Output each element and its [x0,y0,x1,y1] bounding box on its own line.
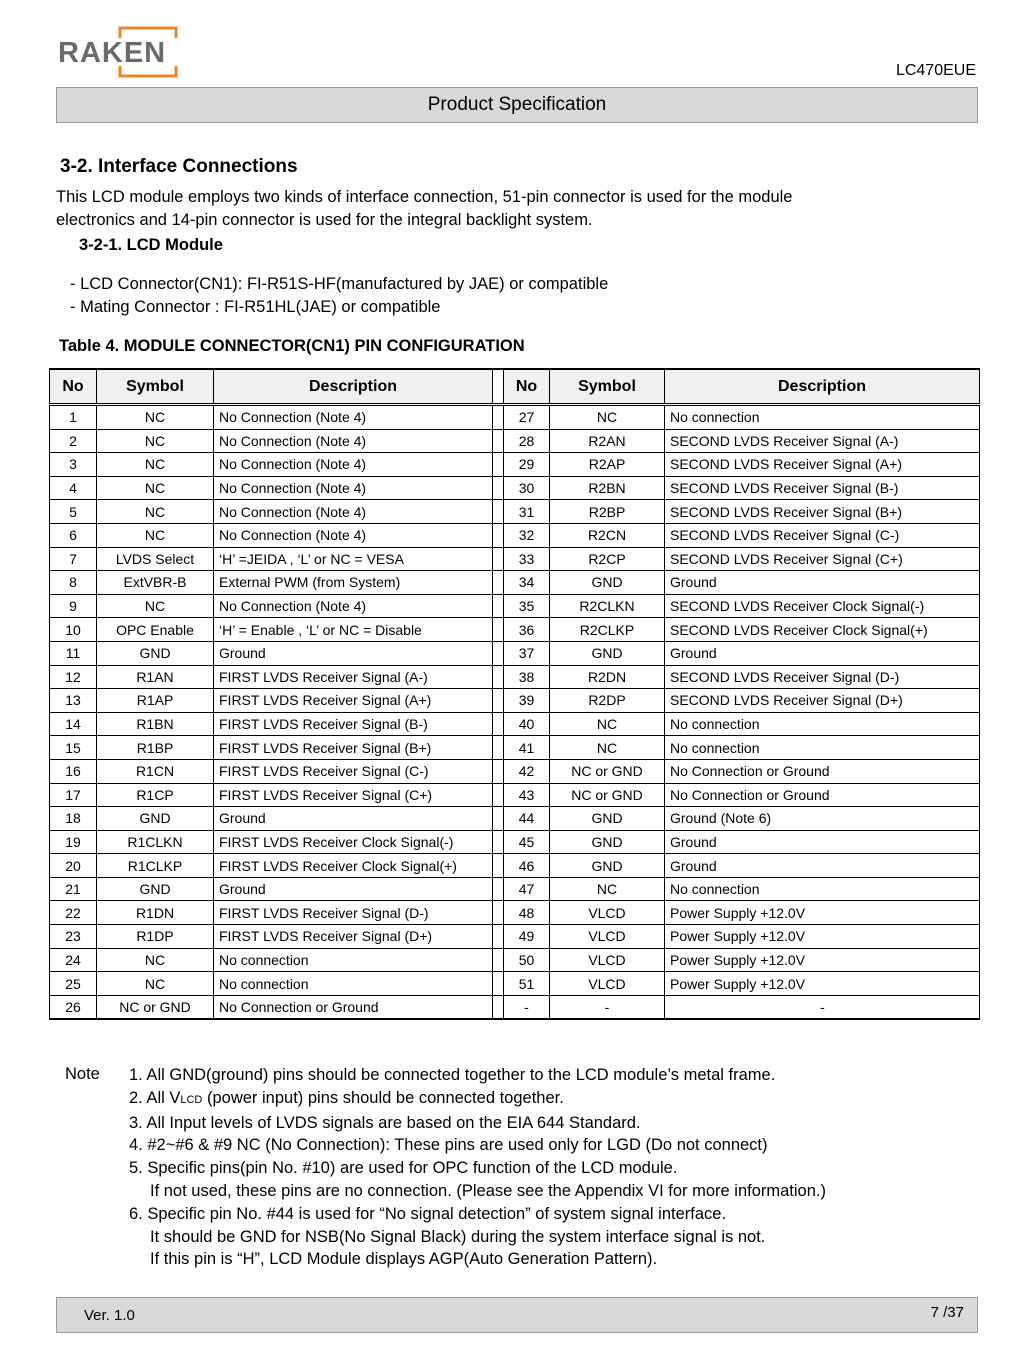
pin-symbol: R2CN [550,523,665,547]
pin-number: 34 [504,571,550,595]
pin-symbol: GND [550,854,665,878]
pin-number: 32 [504,523,550,547]
pin-description: FIRST LVDS Receiver Signal (A+) [214,689,493,713]
pin-number: 45 [504,830,550,854]
pin-number: 22 [50,901,97,925]
pin-description: SECOND LVDS Receiver Clock Signal(+) [665,618,980,642]
pin-number: 16 [50,759,97,783]
column-separator [493,689,504,713]
header-description: Description [665,369,980,405]
pin-number: 18 [50,807,97,831]
column-separator [493,500,504,524]
header-symbol: Symbol [550,369,665,405]
table-row [50,712,980,736]
column-separator [493,807,504,831]
pin-number: 30 [504,476,550,500]
pin-description: No Connection (Note 4) [214,405,493,430]
pin-number: 31 [504,500,550,524]
pin-number: 3 [50,453,97,477]
column-separator [493,571,504,595]
pin-number: 9 [50,594,97,618]
column-separator [493,948,504,972]
pin-description: No connection [665,405,980,430]
column-separator [493,618,504,642]
pin-description: - [665,995,980,1019]
pin-description: SECOND LVDS Receiver Signal (B-) [665,476,980,500]
pin-description: No Connection (Note 4) [214,453,493,477]
pin-description: No Connection or Ground [665,759,980,783]
pin-description: SECOND LVDS Receiver Signal (C+) [665,547,980,571]
pin-number: 36 [504,618,550,642]
pin-symbol: OPC Enable [97,618,214,642]
column-separator [493,995,504,1019]
pin-description: No connection [665,736,980,760]
table-row [50,689,980,713]
pin-number: 24 [50,948,97,972]
column-separator [493,877,504,901]
pin-number: 10 [50,618,97,642]
pin-description: SECOND LVDS Receiver Clock Signal(-) [665,594,980,618]
pin-symbol: NC [97,594,214,618]
pin-symbol: R2BP [550,500,665,524]
pin-number: 37 [504,641,550,665]
column-separator [493,901,504,925]
pin-symbol: NC or GND [550,759,665,783]
note-item: 4. #2~#6 & #9 NC (No Connection): These pins are used only for LGD (Do not connect) [129,1136,768,1155]
footer-bar [56,1297,978,1333]
pin-configuration-table [49,368,980,1020]
pin-symbol: NC [97,500,214,524]
pin-symbol: R2CP [550,547,665,571]
pin-symbol: NC [97,523,214,547]
pin-number: 42 [504,759,550,783]
table-row [50,807,980,831]
pin-number: 28 [504,429,550,453]
pin-description: Power Supply +12.0V [665,972,980,996]
pin-number: 39 [504,689,550,713]
pin-number: 49 [504,925,550,949]
pin-number: 51 [504,972,550,996]
pin-number: 20 [50,854,97,878]
pin-description: Ground [214,877,493,901]
pin-symbol: GND [550,830,665,854]
model-number: LC470EUE [895,62,976,79]
pin-number: 48 [504,901,550,925]
pin-number: 8 [50,571,97,595]
pin-description: FIRST LVDS Receiver Clock Signal(-) [214,830,493,854]
note-text: (power input) pins should be connected together. [202,1088,564,1107]
pin-symbol: NC [97,405,214,430]
pin-description: Ground [665,571,980,595]
pin-number: 2 [50,429,97,453]
header-description: Description [214,369,493,405]
pin-number: 17 [50,783,97,807]
note-item: 6. Specific pin No. #44 is used for “No signal detection” of system signal interface. [129,1204,727,1223]
pin-description: SECOND LVDS Receiver Signal (D-) [665,665,980,689]
pin-description: Ground [214,641,493,665]
raken-logo [58,26,183,78]
table-row [50,995,980,1019]
table-row [50,736,980,760]
table-row [50,854,980,878]
pin-number: 43 [504,783,550,807]
column-separator [493,594,504,618]
pin-symbol: NC [97,972,214,996]
header-symbol: Symbol [97,369,214,405]
section-heading: 3-2. Interface Connections [60,156,298,177]
pin-symbol: R1CN [97,759,214,783]
note-item [129,1087,826,1112]
table-row [50,571,980,595]
pin-number: 23 [50,925,97,949]
table-row [50,453,980,477]
table-header-row [50,369,980,405]
column-separator [493,830,504,854]
column-separator [493,759,504,783]
column-separator [493,641,504,665]
pin-symbol: VLCD [550,948,665,972]
table-row [50,641,980,665]
pin-symbol: GND [97,877,214,901]
pin-description: FIRST LVDS Receiver Signal (D+) [214,925,493,949]
pin-description: No connection [665,712,980,736]
table-row [50,476,980,500]
pin-symbol: GND [550,807,665,831]
pin-description: FIRST LVDS Receiver Signal (B+) [214,736,493,760]
table-row [50,972,980,996]
pin-number: 27 [504,405,550,430]
pin-symbol: R1BP [97,736,214,760]
pin-symbol: R2AP [550,453,665,477]
page-number: 7 /37 [930,1304,964,1321]
pin-symbol: R2AN [550,429,665,453]
lcd-connector-line: - LCD Connector(CN1): FI-R51S-HF(manufactured by JAE) or compatible [70,275,609,293]
pin-description: No connection [214,972,493,996]
pin-description: Power Supply +12.0V [665,925,980,949]
logo-text: RAKEN [58,37,167,69]
pin-symbol: NC [550,405,665,430]
pin-symbol: LVDS Select [97,547,214,571]
pin-description: No Connection (Note 4) [214,523,493,547]
note-subscript: LCD [180,1093,203,1106]
table-row [50,901,980,925]
pin-symbol: R2DP [550,689,665,713]
column-separator [493,972,504,996]
pin-number: 29 [504,453,550,477]
note-continuation: It should be GND for NSB(No Signal Black) during the system interface signal is not. [150,1227,766,1246]
pin-number: 38 [504,665,550,689]
table-row [50,948,980,972]
pin-symbol: R1BN [97,712,214,736]
column-separator [493,783,504,807]
pin-description: No Connection (Note 4) [214,500,493,524]
table-row [50,547,980,571]
connector-info [70,273,608,319]
version-label: Ver. 1.0 [84,1307,135,1324]
pin-number: 12 [50,665,97,689]
pin-number: 46 [504,854,550,878]
pin-symbol: NC [550,712,665,736]
pin-number: 21 [50,877,97,901]
pin-symbol: R1CLKN [97,830,214,854]
column-separator [493,712,504,736]
intro-paragraph [56,186,956,232]
pin-description: FIRST LVDS Receiver Signal (D-) [214,901,493,925]
column-separator [493,665,504,689]
pin-number: 35 [504,594,550,618]
pin-description: Power Supply +12.0V [665,948,980,972]
pin-description: SECOND LVDS Receiver Signal (A+) [665,453,980,477]
pin-symbol: NC [97,476,214,500]
column-separator [493,736,504,760]
pin-symbol: ExtVBR-B [97,571,214,595]
header-no: No [50,369,97,405]
pin-symbol: R1DP [97,925,214,949]
pin-symbol: GND [550,641,665,665]
pin-number: 26 [50,995,97,1019]
pin-symbol: R1DN [97,901,214,925]
pin-number: 5 [50,500,97,524]
pin-description: FIRST LVDS Receiver Signal (A-) [214,665,493,689]
pin-number: 4 [50,476,97,500]
pin-symbol: GND [97,641,214,665]
pin-description: ‘H’ =JEIDA , ‘L’ or NC = VESA [214,547,493,571]
column-separator [493,369,504,405]
column-separator [493,405,504,430]
pin-number: 33 [504,547,550,571]
pin-number: 50 [504,948,550,972]
pin-description: External PWM (from System) [214,571,493,595]
table-row [50,925,980,949]
note-continuation: If this pin is “H”, LCD Module displays AGP(Auto Generation Pattern). [150,1250,658,1269]
column-separator [493,476,504,500]
table-row [50,665,980,689]
pin-description: SECOND LVDS Receiver Signal (C-) [665,523,980,547]
pin-description: Ground [214,807,493,831]
intro-line: electronics and 14-pin connector is used for the integral backlight system. [56,211,593,229]
pin-description: FIRST LVDS Receiver Clock Signal(+) [214,854,493,878]
pin-number: 40 [504,712,550,736]
table-row [50,594,980,618]
pin-description: No Connection or Ground [665,783,980,807]
pin-symbol: R2DN [550,665,665,689]
pin-symbol: VLCD [550,925,665,949]
column-separator [493,854,504,878]
table-row [50,523,980,547]
pin-description: FIRST LVDS Receiver Signal (C+) [214,783,493,807]
pin-symbol: NC [550,877,665,901]
pin-symbol: R2CLKP [550,618,665,642]
pin-symbol: NC [97,948,214,972]
pin-symbol: NC [97,453,214,477]
table-row [50,500,980,524]
header-no: No [504,369,550,405]
pin-symbol: NC or GND [550,783,665,807]
subsection-heading: 3-2-1. LCD Module [79,236,223,254]
pin-symbol: NC [97,429,214,453]
doc-title: Product Specification [427,94,607,115]
column-separator [493,925,504,949]
pin-symbol: R1AP [97,689,214,713]
intro-line: This LCD module employs two kinds of interface connection, 51-pin connector is used for the module [56,188,793,206]
pin-number: 13 [50,689,97,713]
column-separator [493,547,504,571]
pin-number: - [504,995,550,1019]
pin-symbol: VLCD [550,972,665,996]
pin-description: SECOND LVDS Receiver Signal (B+) [665,500,980,524]
pin-symbol: NC [550,736,665,760]
pin-symbol: R2CLKN [550,594,665,618]
pin-number: 15 [50,736,97,760]
pin-description: No connection [665,877,980,901]
table-row [50,877,980,901]
pin-number: 14 [50,712,97,736]
note-item: 3. All Input levels of LVDS signals are based on the EIA 644 Standard. [129,1113,641,1132]
pin-description: FIRST LVDS Receiver Signal (B-) [214,712,493,736]
doc-title-bar [56,87,978,123]
pin-symbol: R1AN [97,665,214,689]
pin-description: SECOND LVDS Receiver Signal (A-) [665,429,980,453]
pin-description: No Connection (Note 4) [214,429,493,453]
pin-symbol: VLCD [550,901,665,925]
pin-number: 41 [504,736,550,760]
notes-list [129,1064,826,1271]
column-separator [493,429,504,453]
column-separator [493,453,504,477]
pin-symbol: R1CP [97,783,214,807]
table-row [50,830,980,854]
pin-description: Ground [665,854,980,878]
pin-number: 19 [50,830,97,854]
pin-description: Ground [665,830,980,854]
note-label: Note [65,1065,100,1083]
note-item: 1. All GND(ground) pins should be connected together to the LCD module’s metal frame. [129,1066,776,1084]
table-row [50,783,980,807]
pin-description: ‘H’ = Enable , ‘L’ or NC = Disable [214,618,493,642]
pin-symbol: GND [97,807,214,831]
pin-description: No Connection or Ground [214,995,493,1019]
table-title: Table 4. MODULE CONNECTOR(CN1) PIN CONFIGURATION [59,337,525,355]
table-row [50,759,980,783]
pin-number: 25 [50,972,97,996]
mating-connector-line: - Mating Connector : FI-R51HL(JAE) or compatible [70,298,441,316]
pin-number: 7 [50,547,97,571]
pin-description: No connection [214,948,493,972]
table-row [50,429,980,453]
column-separator [493,523,504,547]
pin-description: Ground (Note 6) [665,807,980,831]
pin-number: 47 [504,877,550,901]
pin-description: FIRST LVDS Receiver Signal (C-) [214,759,493,783]
pin-number: 6 [50,523,97,547]
pin-description: No Connection (Note 4) [214,476,493,500]
pin-symbol: NC or GND [97,995,214,1019]
pin-description: SECOND LVDS Receiver Signal (D+) [665,689,980,713]
pin-symbol: R2BN [550,476,665,500]
pin-description: No Connection (Note 4) [214,594,493,618]
table-body [50,405,980,1020]
pin-number: 1 [50,405,97,430]
table-row [50,618,980,642]
pin-description: Power Supply +12.0V [665,901,980,925]
pin-number: 11 [50,641,97,665]
note-item: 5. Specific pins(pin No. #10) are used for OPC function of the LCD module. [129,1159,678,1178]
pin-number: 44 [504,807,550,831]
pin-symbol: R1CLKP [97,854,214,878]
pin-description: Ground [665,641,980,665]
note-text: 2. All V [129,1088,181,1107]
note-continuation: If not used, these pins are no connection. (Please see the Appendix VI for more information.) [150,1181,826,1200]
table-row [50,405,980,430]
pin-symbol: - [550,995,665,1019]
pin-symbol: GND [550,571,665,595]
